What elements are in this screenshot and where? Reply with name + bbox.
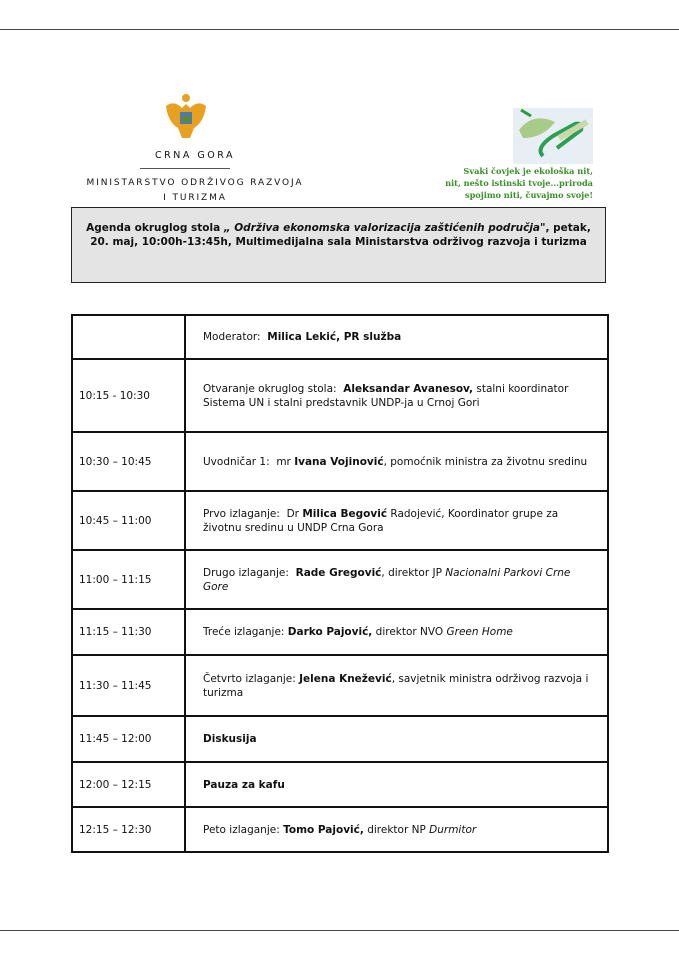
- ministry-name: [70, 176, 320, 206]
- time-cell: 12:00 – 12:15: [72, 762, 185, 807]
- montenegro-crest-icon: [160, 92, 212, 144]
- description-part: Pauza za kafu: [203, 778, 285, 791]
- description-part: , pomoćnik ministra za životnu sredinu: [383, 455, 588, 468]
- time-cell: 10:30 – 10:45: [72, 432, 185, 491]
- agenda-row: [72, 807, 608, 852]
- description-part: Tomo Pajović,: [283, 823, 364, 836]
- description-part: Milica Lekić, PR služba: [267, 331, 402, 343]
- description-part: Milica Begović: [302, 507, 388, 520]
- description-part: Otvaranje okruglog stola:: [203, 382, 344, 395]
- description-part: Nacionalni Parkovi Crne Gore: [203, 566, 574, 593]
- agenda-row: [72, 609, 608, 655]
- agenda-row: [72, 716, 608, 762]
- time-cell: 12:15 – 12:30: [72, 807, 185, 852]
- description-part: , savjetnik ministra održivog razvoja i turizma: [203, 672, 592, 699]
- agenda-title-part: ", petak, 20. maj, 10:00h-13:45h, Multimedijalna sala Ministarstva održivog razvoja i turizma: [90, 222, 591, 248]
- description-cell: [185, 432, 608, 491]
- eco-leaf-paperclip-logo-icon: [513, 108, 593, 164]
- description-part: Darko Pajović,: [287, 626, 373, 638]
- time-cell: 11:15 – 11:30: [72, 609, 185, 655]
- description-part: Prvo izlaganje: Dr: [203, 507, 303, 520]
- description-cell: [185, 359, 608, 432]
- description-part: Drugo izlaganje:: [203, 566, 296, 579]
- agenda-row: [72, 315, 608, 359]
- description-part: Green Home: [446, 626, 513, 638]
- agenda-row: [72, 359, 608, 432]
- description-cell: [185, 491, 608, 550]
- description-part: Aleksandar Avanesov,: [343, 382, 474, 395]
- description-part: Četvrto izlaganje:: [203, 672, 300, 685]
- slogan-line: nit, nešto istinski tvoje...priroda: [445, 178, 593, 188]
- time-cell: [72, 315, 185, 359]
- description-part: Moderator:: [203, 331, 268, 343]
- time-cell: 10:45 – 11:00: [72, 491, 185, 550]
- agenda-row: [72, 491, 608, 550]
- agenda-row: [72, 762, 608, 807]
- description-part: Radojević, Koordinator grupe za životnu sredinu u UNDP Crna Gora: [203, 507, 562, 534]
- slogan-line: spojimo niti, čuvajmo svoje!: [464, 190, 593, 200]
- description-cell: [185, 716, 608, 762]
- description-part: direktor NP: [363, 823, 430, 836]
- description-cell: [185, 655, 608, 716]
- divider: [140, 168, 230, 169]
- description-part: Jelena Knežević: [299, 672, 392, 685]
- agenda-title-part: „ Održiva: [223, 222, 280, 234]
- description-cell: [185, 609, 608, 655]
- agenda-row: [72, 550, 608, 609]
- description-part: direktor NVO: [372, 626, 447, 638]
- page-bottom-border: [0, 930, 679, 931]
- description-part: Rade Gregović: [295, 566, 382, 579]
- agenda-title-box: [71, 207, 606, 283]
- agenda-title-part: ekonomska valorizacija zaštićenih područja: [279, 222, 541, 234]
- description-part: Ivana Vojinović: [294, 455, 384, 468]
- description-part: , direktor JP: [381, 566, 446, 579]
- time-cell: 11:00 – 11:15: [72, 550, 185, 609]
- description-part: Durmitor: [429, 823, 477, 836]
- agenda-row: [72, 655, 608, 716]
- description-part: Peto izlaganje:: [203, 823, 284, 836]
- description-part: Diskusija: [203, 733, 257, 745]
- description-part: Treće izlaganje:: [203, 626, 288, 638]
- description-part: stalni koordinator Sistema UN i stalni predstavnik UNDP-ja u Crnoj Gori: [203, 382, 572, 409]
- time-cell: 11:30 – 11:45: [72, 655, 185, 716]
- agenda-title-part: Agenda okruglog stola: [86, 222, 224, 234]
- eco-slogan: [393, 165, 593, 201]
- description-cell: [185, 762, 608, 807]
- description-cell: [185, 315, 608, 359]
- slogan-line: Svaki čovjek je ekološka nit,: [463, 166, 593, 176]
- description-cell: [185, 807, 608, 852]
- page-top-border: [0, 29, 679, 30]
- agenda-row: [72, 432, 608, 491]
- ministry-line-2: I TURIZMA: [163, 193, 227, 203]
- ministry-line-1: MINISTARSTVO ODRŽIVOG RAZVOJA: [86, 178, 304, 188]
- time-cell: 10:15 - 10:30: [72, 359, 185, 432]
- agenda-table: [71, 314, 609, 853]
- description-part: Uvodničar 1: mr: [203, 455, 295, 468]
- time-cell: 11:45 – 12:00: [72, 716, 185, 762]
- description-cell: [185, 550, 608, 609]
- country-name: CRNA GORA: [155, 150, 235, 161]
